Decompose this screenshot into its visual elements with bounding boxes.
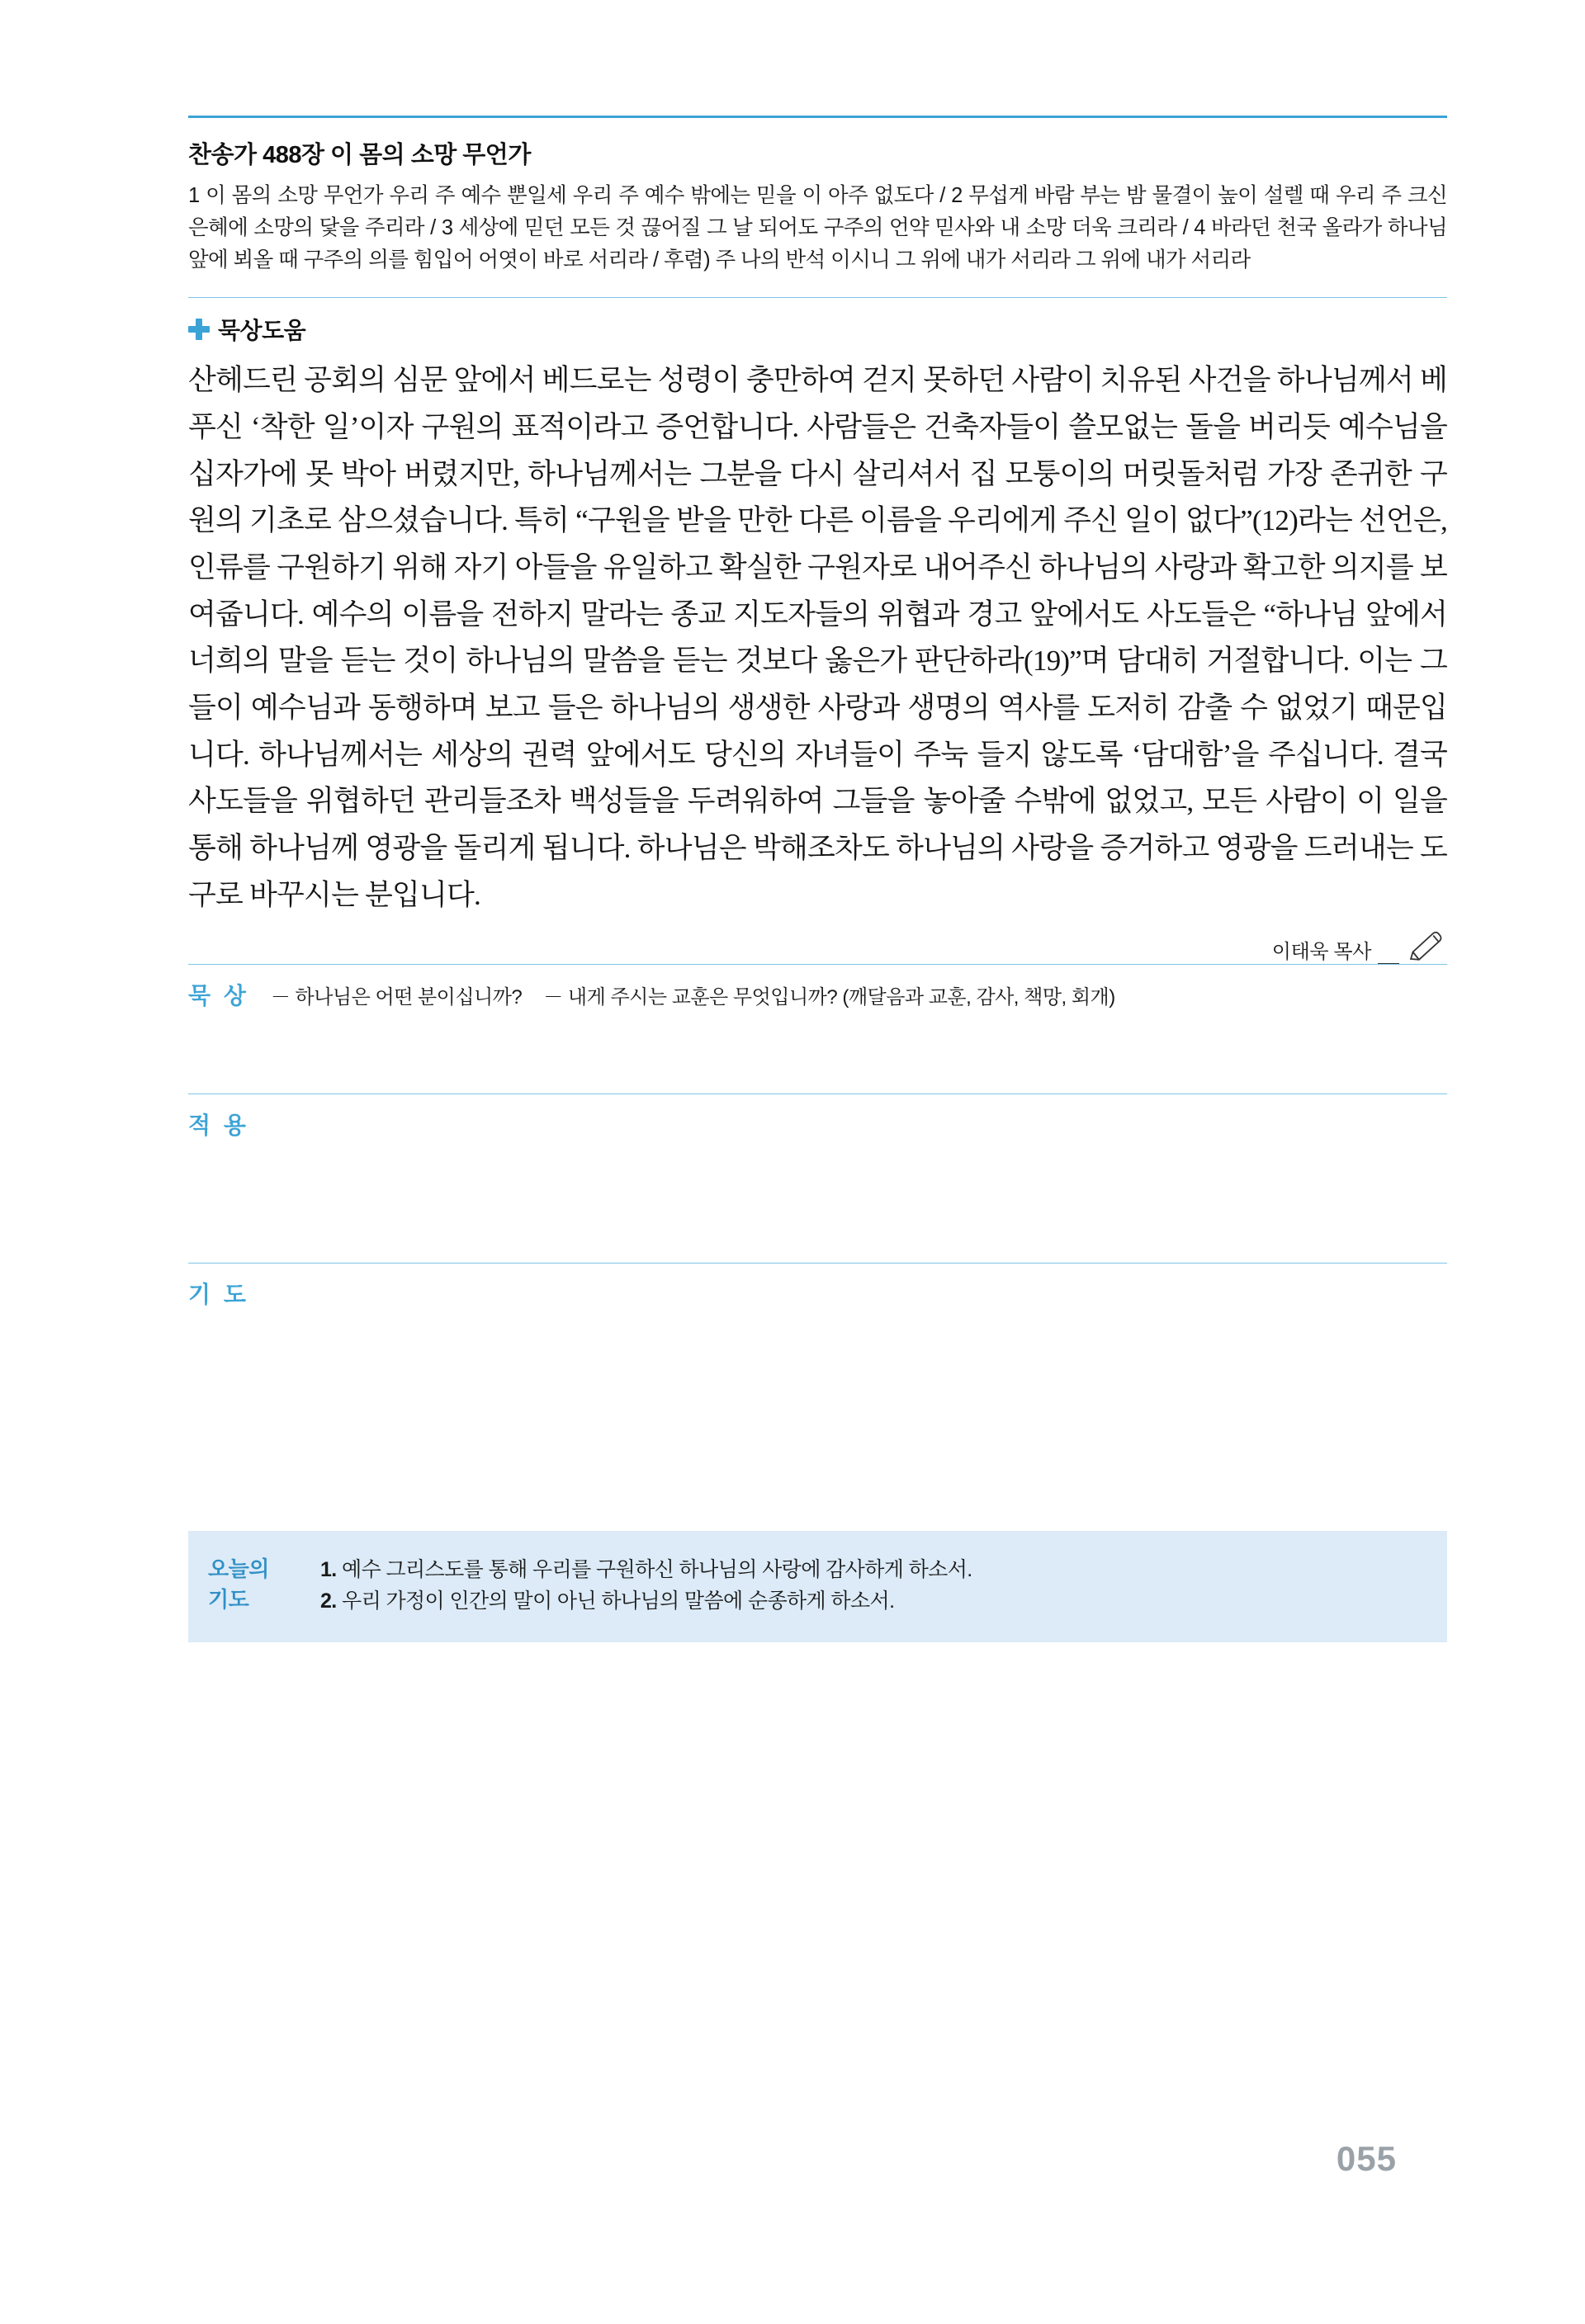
- meditation-help-body: 산헤드린 공회의 심문 앞에서 베드로는 성령이 충만하여 걷지 못하던 사람이 치유된 사건을 하나님께서 베푸신 ‘착한 일’이자 구원의 표적이라고 증언합니다. 사람들은 건축자들이 쓸모없는 돌을 버리듯 예수님을 십자가에 못 박아 버렸지만, 하나님께서는 그분을 다시 살리셔서 집 모퉁이의 머릿돌처럼 가장 존귀한 구원의 기초로 삼으셨습니다. 특히 “구원을 받을 만한 다른 이름을 우리에게 주신 일이 없다”(12)라는 선언은, 인류를 구원하기 위해 자기 아들을 유일하고 확실한 구원자로 내어주신 하나님의 사랑과 확고한 의지를 보여줍니다. 예수의 이름을 전하지 말라는 종교 지도자들의 위협과 경고 앞에서도 사도들은 “하나님 앞에서 너희의 말을 듣는 것이 하나님의 말씀을 듣는 것보다 옳은가 판단하라(19)”며 담대히 거절합니다. 이는 그들이 예수님과 동행하며 보고 들은 하나님의 생생한 사랑과 생명의 역사를 도저히 감출 수 없었기 때문입니다. 하나님께서는 세상의 권력 앞에서도 당신의 자녀들이 주눅 들지 않도록 ‘담대함’을 주십니다. 결국 사도들을 위협하던 관리들조차 백성들을 두려워하여 그들을 놓아줄 수밖에 없었고, 모든 사람이 이 일을 통해 하나님께 영광을 돌리게 됩니다. 하나님은 박해조차도 하나님의 사랑을 증거하고 영광을 드러내는 도구로 바꾸시는 분입니다.: [188, 364, 1447, 911]
- author-underline: [1378, 947, 1399, 964]
- section-meditate: [188, 965, 1447, 1011]
- author-row: [188, 931, 1447, 964]
- today-prayer-item-2: [320, 1585, 1422, 1618]
- apply-label: 적 용: [188, 1112, 249, 1138]
- meditation-help-header: [188, 313, 1447, 346]
- meditate-question-1: － 하나님은 어떤 분이십니까?: [270, 985, 523, 1008]
- hymn-lyrics: 1 이 몸의 소망 무언가 우리 주 예수 뿐일세 우리 주 예수 밖에는 믿을 이 아주 없도다 / 2 무섭게 바람 부는 밤 물결이 높이 설렐 때 우리 주 크신 은혜에 소망의 닻을 주리라 / 3 세상에 믿던 모든 것 끊어질 그 날 되어도 구주의 언약 믿사와 내 소망 더욱 크리라 / 4 바라던 천국 올라가 하나님 앞에 뵈올 때 구주의 의를 힘입어 어엿이 바로 서리라 / 후렴) 주 나의 반석 이시니 그 위에 내가 서리라 그 위에 내가 서리라: [188, 184, 1447, 272]
- plus-icon: [188, 319, 210, 340]
- meditation-help-title: 묵상도움: [218, 318, 306, 344]
- today-prayer-label: [188, 1554, 320, 1618]
- today-prayer-item-1: [320, 1554, 1422, 1586]
- page-content: [188, 0, 1447, 1642]
- hymn-divider: [188, 297, 1447, 298]
- top-divider: [188, 116, 1447, 118]
- today-prayer-box: [188, 1531, 1447, 1643]
- author-name: 이태욱 목사: [1271, 940, 1371, 963]
- meditate-write-space: [188, 1011, 1447, 1094]
- today-prayer-label-line1: 오늘의: [208, 1556, 269, 1581]
- section-pray: [188, 1264, 1447, 1452]
- today-prayer-item-2-text: 우리 가정이 인간의 말이 아닌 하나님의 말씀에 순종하게 하소서.: [342, 1589, 895, 1613]
- page-number: 055: [1336, 2139, 1397, 2178]
- today-prayer-item-1-text: 예수 그리스도를 통해 우리를 구원하신 하나님의 사랑에 감사하게 하소서.: [342, 1557, 972, 1581]
- today-prayer-item-2-number: 2.: [320, 1589, 337, 1613]
- today-prayer-label-line2: 기도: [208, 1587, 249, 1613]
- pray-label: 기 도: [188, 1281, 249, 1307]
- pencil-icon: [1406, 931, 1444, 964]
- hymn-title: 찬송가 488장 이 몸의 소망 무언가: [188, 142, 531, 168]
- meditate-label: 묵 상: [188, 982, 249, 1008]
- meditate-question-2: － 내게 주시는 교훈은 무엇입니까? (깨달음과 교훈, 감사, 책망, 회개): [543, 985, 1115, 1008]
- today-prayer-item-1-number: 1.: [320, 1557, 337, 1581]
- today-prayer-items: [320, 1554, 1447, 1618]
- section-apply: [188, 1094, 1447, 1263]
